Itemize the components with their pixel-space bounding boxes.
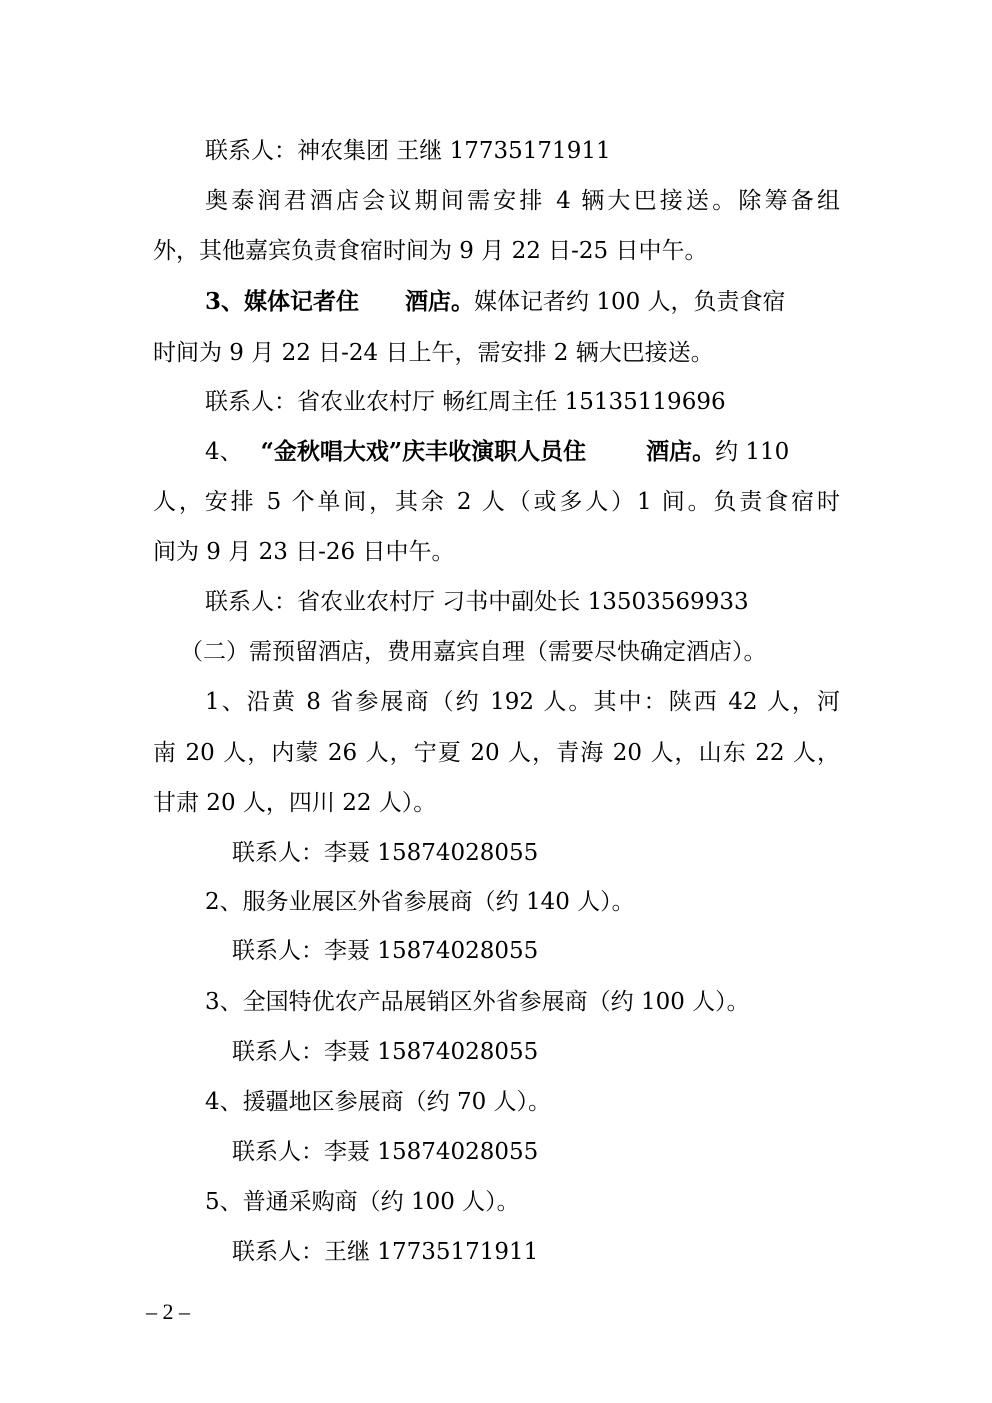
paragraph-line: 奥泰润君酒店会议期间需安排 4 辆大巴接送。除筹备组 <box>205 188 840 214</box>
contact-line: 联系人：省农业农村厅 刁书中副处长 13503569933 <box>205 589 749 615</box>
item-4-number: 4、 <box>205 439 243 465</box>
paragraph-line: 人，安排 5 个单间，其余 2 人（或多人）1 间。负责食宿时 <box>153 489 840 515</box>
paragraph-line: 南 20 人，内蒙 26 人，宁夏 20 人，青海 20 人，山东 22 人， <box>153 740 840 766</box>
item-3-text: 媒体记者约 100 人，负责食宿 <box>474 289 786 315</box>
contact-line: 联系人：神农集团 王继 17735171911 <box>205 138 611 164</box>
item-4-text: 约 110 <box>715 439 790 465</box>
contact-line: 联系人：省农业农村厅 畅红周主任 15135119696 <box>205 389 726 415</box>
item-4-heading: “金秋唱大戏”庆丰收演职人员住 <box>260 438 587 465</box>
paragraph-line: 时间为 9 月 22 日-24 日上午，需安排 2 辆大巴接送。 <box>153 340 714 366</box>
paragraph-line: 间为 9 月 23 日-26 日中午。 <box>153 539 455 565</box>
contact-line: 联系人：李聂 15874028055 <box>232 1039 539 1065</box>
list-item: 2、服务业展区外省参展商（约 140 人）。 <box>205 889 635 915</box>
contact-line: 联系人：李聂 15874028055 <box>232 840 539 866</box>
item-3-heading: 3、媒体记者住 <box>205 288 360 315</box>
contact-line: 联系人：李聂 15874028055 <box>232 938 539 964</box>
item-4-line <box>205 435 789 469</box>
paragraph-line: 1、沿黄 8 省参展商（约 192 人。其中：陕西 42 人，河 <box>205 689 840 715</box>
list-item: 3、全国特优农产品展销区外省参展商（约 100 人）。 <box>205 989 750 1015</box>
list-item: 5、普通采购商（约 100 人）。 <box>205 1189 520 1215</box>
contact-line: 联系人：李聂 15874028055 <box>232 1139 539 1165</box>
section-heading: （二）需预留酒店，费用嘉宾自理（需要尽快确定酒店）。 <box>180 639 767 665</box>
paragraph-line: 外，其他嘉宾负责食宿时间为 9 月 22 日-25 日中午。 <box>153 238 708 264</box>
page-number: – 2 – <box>146 1299 190 1324</box>
item-3-hotel: 酒店。 <box>405 288 475 315</box>
item-4-hotel: 酒店。 <box>646 438 716 465</box>
list-item: 4、援疆地区参展商（约 70 人）。 <box>205 1089 552 1115</box>
paragraph-line: 甘肃 20 人，四川 22 人）。 <box>153 790 437 816</box>
contact-line: 联系人：王继 17735171911 <box>232 1239 539 1265</box>
item-3-line <box>205 285 786 319</box>
